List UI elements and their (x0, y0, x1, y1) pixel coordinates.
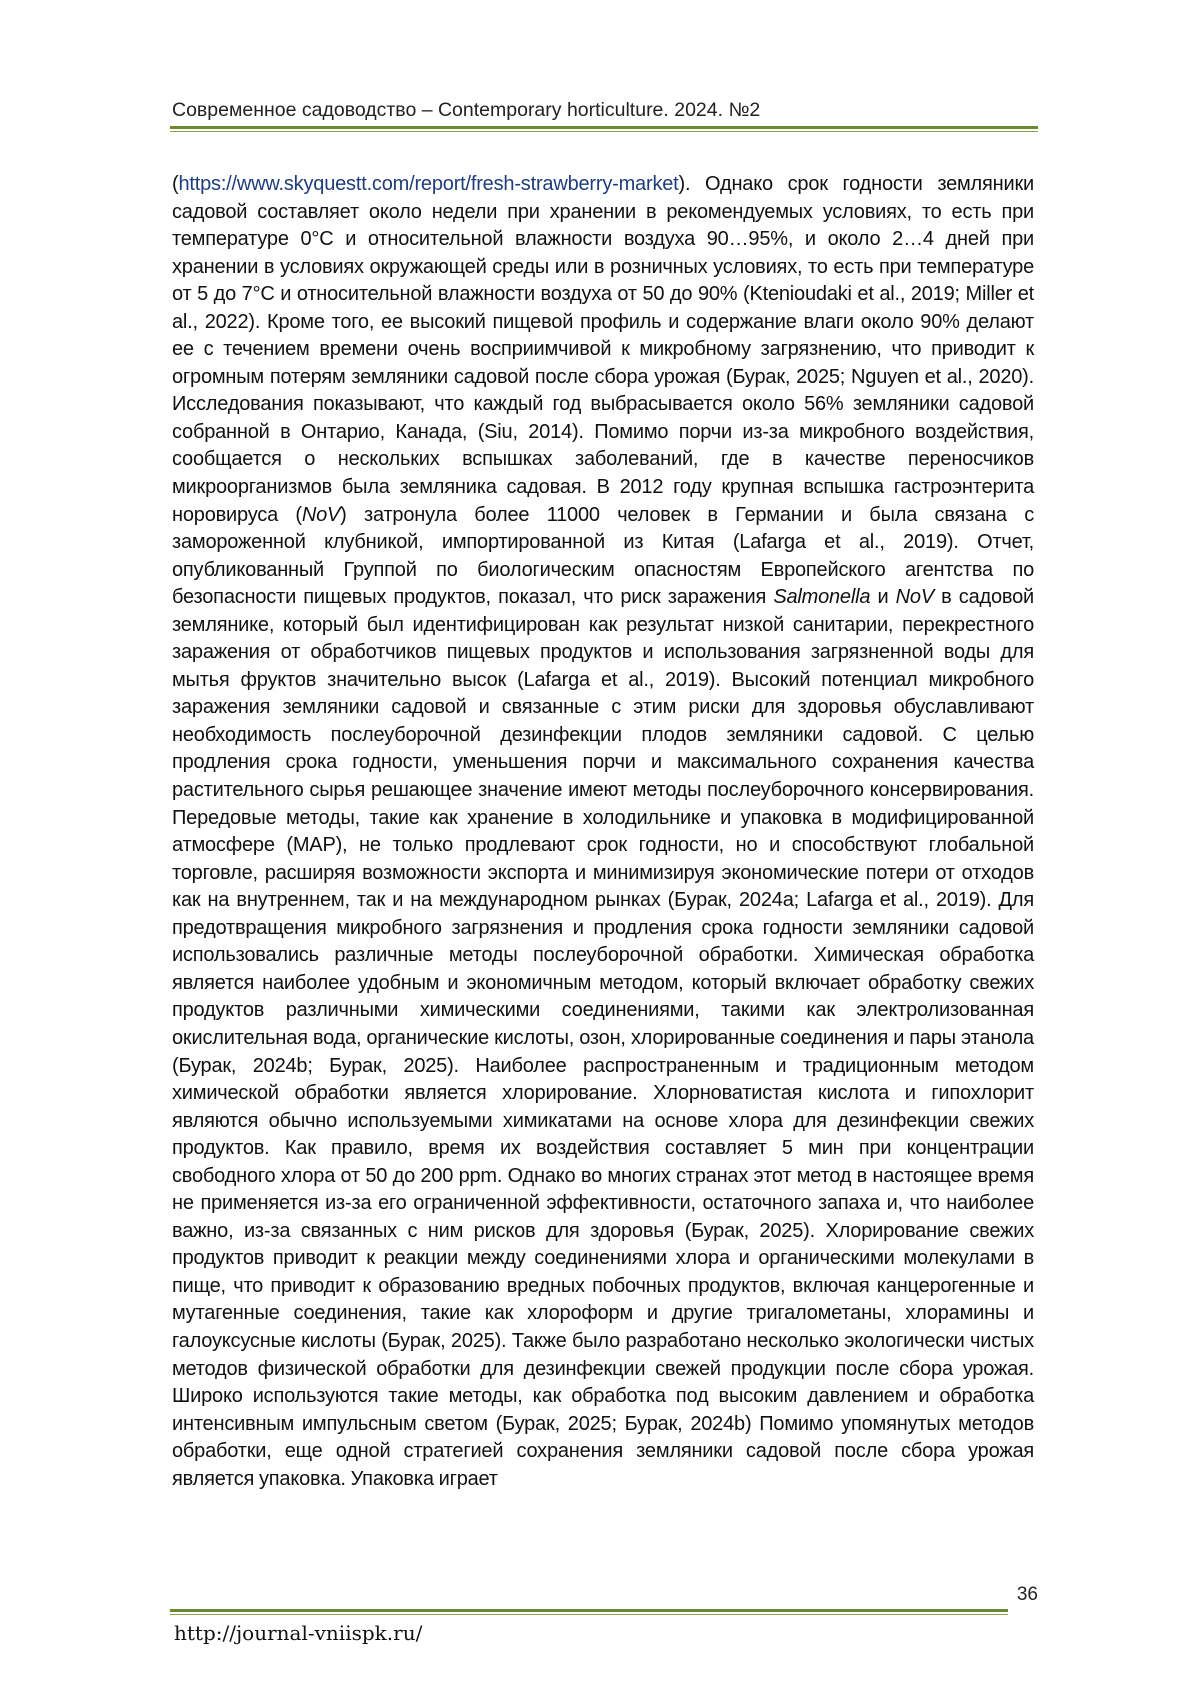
running-header: Современное садоводство – Contemporary horticulture. 2024. №2 (172, 99, 761, 121)
conjunction-text: и (870, 586, 896, 609)
body-text-part-2: ) затронула более 11000 человек в Германии и была связана с замороженной клубникой, импортированной из Китая (Lafarga et al., 2019). Отчет, опубликованный Группой по биологическим опасностям Европейского агентства по безопасности пищевых продуктов, показал, что риск заражения (172, 503, 1034, 609)
footer-divider (170, 1609, 1008, 1615)
salmonella-term: Salmonella (773, 586, 871, 609)
footer-url: http://journal-vniispk.ru/ (174, 1621, 423, 1645)
body-text-part-3: в садовой землянике, который был идентифицирован как результат низкой санитарии, перекрестного заражения от обработчиков пищевых продуктов и использования загрязненной воды для мытья фруктов значительно высок (Lafarga et al., 2019). Высокий потенциал микробного заражения земляники садовой и связанные с этим риски для здоровья обуславливают необходимость послеуборочной дезинфекции плодов земляники садовой. С целью продления срока годности, уменьшения порчи и максимального сохранения качества растительного сырья решающее значение имеют методы послеуборочного консервирования. Передовые методы, такие как хранение в холодильнике и упаковка в модифицированной атмосфере (MAP), не только продлевают срок годности, но и способствуют глобальной торговле, расширяя возможности экспорта и минимизируя экономические потери от отходов как на внутреннем, так и на международном рынках (Бурак, 2024a; Lafarga et al., 2019). Для предотвращения микробного загрязнения и продления срока годности земляники садовой использовались различные методы послеуборочной обработки. Химическая обработка является наиболее удобным и экономичным методом, который включает обработку свежих продуктов различными химическими соединениями, такими как электролизованная окислительная вода, органические кислоты, озон, хлорированные соединения и пары этанола (Бурак, 2024b; Бурак, 2025). Наиболее распространенным и традиционным методом химической обработки является хлорирование. Хлорноватистая кислота и гипохлорит являются обычно используемыми химикатами на основе хлора для дезинфекции свежих продуктов. Как правило, время их воздействия составляет 5 мин при концентрации свободного хлора от 50 до 200 ppm. Однако во многих странах этот метод в настоящее время не применяется из-за его ограниченной эффективности, остаточного запаха и, что наиболее важно, из-за связанных с ним рисков для здоровья (Бурак, 2025). Хлорирование свежих продуктов приводит к реакции между соединениями хлора и органическими молекулами в пище, что приводит к образованию вредных побочных продуктов, включая канцерогенные и мутагенные соединения, такие как хлороформ и другие тригалометаны, хлорамины и галоуксусные кислоты (Бурак, 2025). Также было разработано несколько экологически чистых методов физической обработки для дезинфекции свежей продукции после сбора урожая. Широко используются такие методы, как обработка под высоким давлением и обработка интенсивным импульсным светом (Бурак, 2025; Бурак, 2024b) Помимо упомянутых методов обработки, еще одной стратегией сохранения земляники садовой после сбора урожая является упаковка. Упаковка играет (172, 586, 1035, 1490)
article-body (172, 171, 1034, 1531)
market-report-link[interactable]: https://www.skyquestt.com/report/fresh-strawberry-market (178, 173, 679, 195)
body-paragraph: (https://www.skyquestt.com/report/fresh-strawberry-market). Однако срок годности земляники садовой составляет около недели при хранении в рекомендуемых условиях, то есть при температуре 0°C и относительной влажности воздуха 90…95%, и около 2…4 дней при хранении в условиях окружающей среды или в розничных условиях, то есть при температуре от 5 до 7°C и относительной влажности воздуха от 50 до 90% (Kteniоudaki et al., 2019; Miller et al., 2022). Кроме того, ее высокий пищевой профиль и содержание влаги около 90% делают ее с течением времени очень восприимчивой к микробному загрязнению, что приводит к огромным потерям земляники садовой после сбора урожая (Бурак, 2025; Nguyen et al., 2020). Исследования показывают, что каждый год выбрасывается около 56% земляники садовой собранной в Онтарио, Канада, (Siu, 2014). Помимо порчи из-за микробного воздействия, сообщается о нескольких вспышках заболеваний, где в качестве переносчиков микроорганизмов была земляника садовая. В 2012 году крупная вспышка гастроэнтерита норовируса (NoV) затронула более 11000 человек в Германии и была связана с замороженной клубникой, импортированной из Китая (Lafarga et al., 2019). Отчет, опубликованный Группой по биологическим опасностям Европейского агентства по безопасности пищевых продуктов, показал, что риск заражения Salmonella и NoV в садовой землянике, который был идентифицирован как результат низкой санитарии, перекрестного заражения от обработчиков пищевых продуктов и использования загрязненной воды для мытья фруктов значительно высок (Lafarga et al., 2019). Высокий потенциал микробного заражения земляники садовой и связанные с этим риски для здоровья обуславливают необходимость послеуборочной дезинфекции плодов земляники садовой. С целью продления срока годности, уменьшения порчи и максимального сохранения качества растительного сырья решающее значение имеют методы послеуборочного консервирования. Передовые методы, такие как хранение в холодильнике и упаковка в модифицированной атмосфере (MAP), не только продлевают срок годности, но и способствуют глобальной торговле, расширяя возможности экспорта и минимизируя экономические потери от отходов как на внутреннем, так и на международном рынках (Бурак, 2024a; Lafarga et al., 2019). Для предотвращения микробного загрязнения и продления срока годности земляники садовой использовались различные методы послеуборочной обработки. Химическая обработка является наиболее удобным и экономичным методом, который включает обработку свежих продуктов различными химическими соединениями, такими как электролизованная окислительная вода, органические кислоты, озон, хлорированные соединения и пары этанола (Бурак, 2024b; Бурак, 2025). Наиболее распространенным и традиционным методом химической обработки является хлорирование. Хлорноватистая кислота и гипохлорит являются обычно используемыми химикатами на основе хлора для дезинфекции свежих продуктов. Как правило, время их воздействия составляет 5 мин при концентрации свободного хлора от 50 до 200 ppm. Однако во многих странах этот метод в настоящее время не применяется из-за его ограниченной эффективности, остаточного запаха и, что наиболее важно, из-за связанных с ним рисков для здоровья (Бурак, 2025). Хлорирование свежих продуктов приводит к реакции между соединениями хлора и органическими молекулами в пище, что приводит к образованию вредных побочных продуктов, включая канцерогенные и мутагенные соединения, такие как хлороформ и другие тригалометаны, хлорамины и галоуксусные кислоты (Бурак, 2025). Также было разработано несколько экологически чистых методов физической обработки для дезинфекции свежей продукции после сбора урожая. Широко используются такие методы, как обработка под высоким давлением и обработка интенсивным импульсным светом (Бурак, 2025; Бурак, 2024b) Помимо упомянутых методов обработки, еще одной стратегией сохранения земляники садовой после сбора урожая является упаковка. Упаковка играет (172, 173, 1035, 1490)
nov-term-1: NoV (301, 503, 341, 526)
nov-term-2: NoV (895, 586, 934, 609)
page-number: 36 (1016, 1584, 1038, 1605)
header-divider (170, 126, 1038, 132)
body-text-part-1: . Однако срок годности земляники садовой составляет около недели при хранении в рекомендуемых условиях, то есть при температуре 0°C и относительной влажности воздуха 90…95%, и около 2…4 дней при хранении в условиях окружающей среды или в розничных условиях, то есть при температуре от 5 до 7°C и относительной влажности воздуха от 50 до 90% (Kteniоudaki et al., 2019; Miller et al., 2022). Кроме того, ее высокий пищевой профиль и содержание влаги около 90% делают ее с течением времени очень восприимчивой к микробному загрязнению, что приводит к огромным потерям земляники садовой после сбора урожая (Бурак, 2025; Nguyen et al., 2020). Исследования показывают, что каждый год выбрасывается около 56% земляники садовой собранной в Онтарио, Канада, (Siu, 2014). Помимо порчи из-за микробного воздействия, сообщается о нескольких вспышках заболеваний, где в качестве переносчиков микроорганизмов была земляника садовая. В 2012 году крупная вспышка гастроэнтерита норовируса ( (172, 173, 1034, 526)
